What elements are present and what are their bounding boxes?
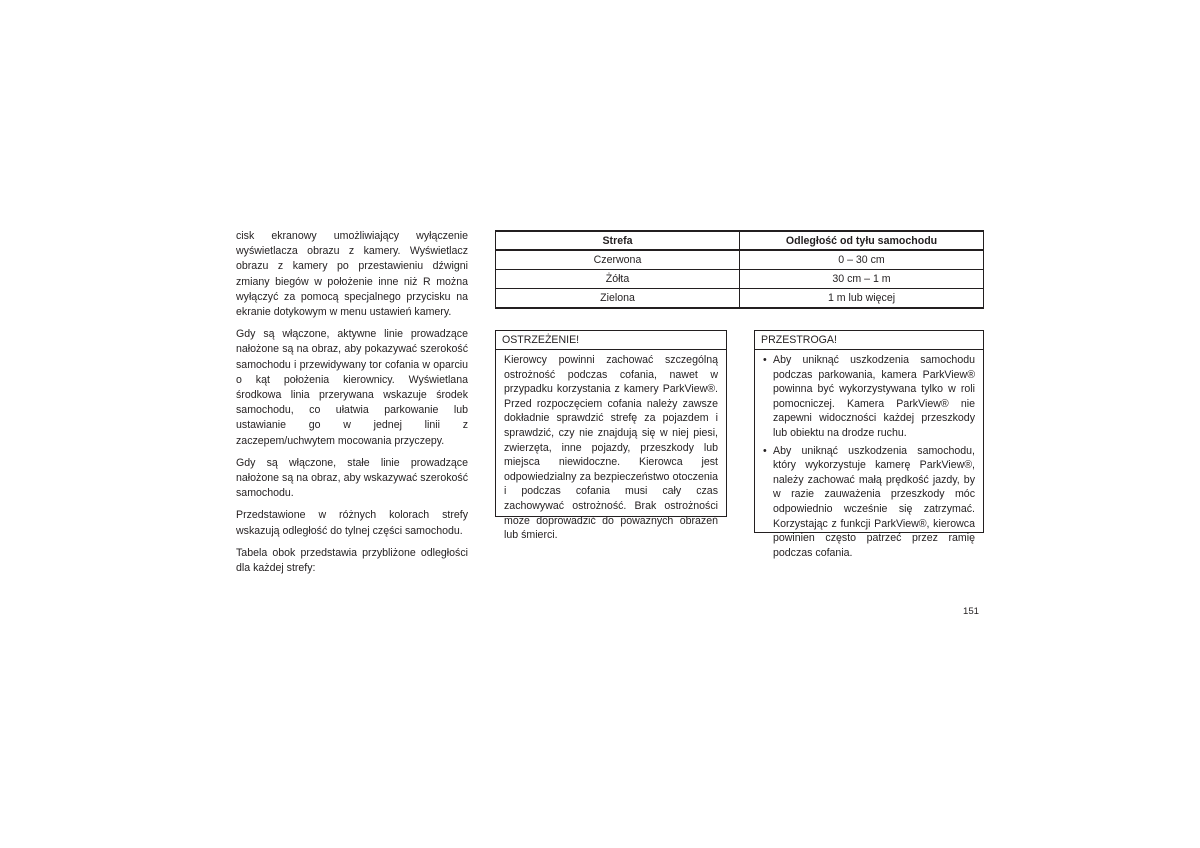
zone-cell: Czerwona: [496, 250, 740, 270]
paragraph-table-intro: Tabela obok przedstawia przybliżone odległości dla każdej strefy:: [236, 546, 468, 575]
warning-box: [495, 330, 727, 542]
distance-cell: 30 cm – 1 m: [740, 270, 984, 289]
page-number: 151: [963, 606, 980, 617]
paragraph-active-guidelines: Gdy są włączone, aktywne linie prowadzące nałożone są na obraz, aby pokazywać szerokość samochodu i przewidywany tor cofania w oparciu o kąt położenia kierownicy. Wyświetlana środkowa linia przerywana wskazuje środek samochodu, co ułatwia parkowanie lub ustawianie go w jednej linii z zaczepem/uchwytem mocowania przyczepy.: [236, 328, 468, 447]
table-header-row: [496, 231, 984, 250]
caution-title: PRZESTROGA!: [755, 331, 983, 350]
table-row: [496, 289, 984, 309]
caution-item-text: Aby uniknąć uszkodzenia samochodu, który wykorzystuje kamerę ParkView®, należy zachować małą prędkość jazdy, by w razie zauważenia przeszkody móc odpowiednio wcześnie się zatrzymać. Korzystając z funkcji ParkView®, kierowca powinien często patrzeć przez ramię podczas cofania.: [773, 444, 975, 559]
zone-cell: Zielona: [496, 289, 740, 309]
warning-text: Kierowcy powinni zachować szczególną ostrożność podczas cofania, nawet w przypadku korzystania z kamery ParkView®. Przed rozpoczęciem cofania należy zawsze dokładnie sprawdzić strefę za pojazdem i sprawdzić, czy nie znajdują się w niej piesi, zwierzęta, inne pojazdy, przeszkody lub miejsca niewidoczne. Kierowca jest odpowiedzialny za bezpieczeństwo otoczenia i podczas cofania musi cały czas zachowywać ostrożność. Brak ostrożności może doprowadzić do poważnych obrażeń lub śmierci.: [504, 354, 718, 542]
caution-item-text: Aby uniknąć uszkodzenia samochodu podczas parkowania, kamera ParkView® powinna być wykorzystywana tylko w roli pomocniczej. Kamera ParkView® nie zapewni widoczności każdej przeszkody lub obiektu na drodze ruchu.: [773, 354, 975, 439]
paragraph-fixed-guidelines: Gdy są włączone, stałe linie prowadzące nałożone są na obraz, aby wskazywać szerokość samochodu.: [236, 456, 468, 500]
list-item: [763, 444, 975, 561]
distance-cell: 1 m lub więcej: [740, 289, 984, 309]
distance-zones-table: [495, 230, 984, 309]
table-row: [496, 250, 984, 270]
left-text-column: [236, 229, 468, 583]
bullet-icon: •: [763, 354, 767, 366]
table-row: [496, 270, 984, 289]
paragraph-display-off: cisk ekranowy umożliwiający wyłączenie wyświetlacza obrazu z kamery. Wyświetlacz obrazu z kamery po przestawieniu dźwigni zmiany biegów w położenie inne niż R można wyłączyć za pomocą specjalnego przycisku na ekranie dotykowym w menu ustawień kamery.: [236, 230, 468, 319]
caution-list: [755, 350, 983, 569]
header-zone: Strefa: [496, 231, 740, 250]
caution-box: [754, 330, 984, 559]
zone-cell: Żółta: [496, 270, 740, 289]
distance-cell: 0 – 30 cm: [740, 250, 984, 270]
header-distance: Odległość od tyłu samochodu: [740, 231, 984, 250]
paragraph-color-zones: Przedstawione w różnych kolorach strefy wskazują odległość do tylnej części samochodu.: [236, 509, 468, 537]
list-item: [763, 353, 975, 441]
warning-title: OSTRZEŻENIE!: [496, 331, 726, 350]
bullet-icon: •: [763, 444, 767, 457]
